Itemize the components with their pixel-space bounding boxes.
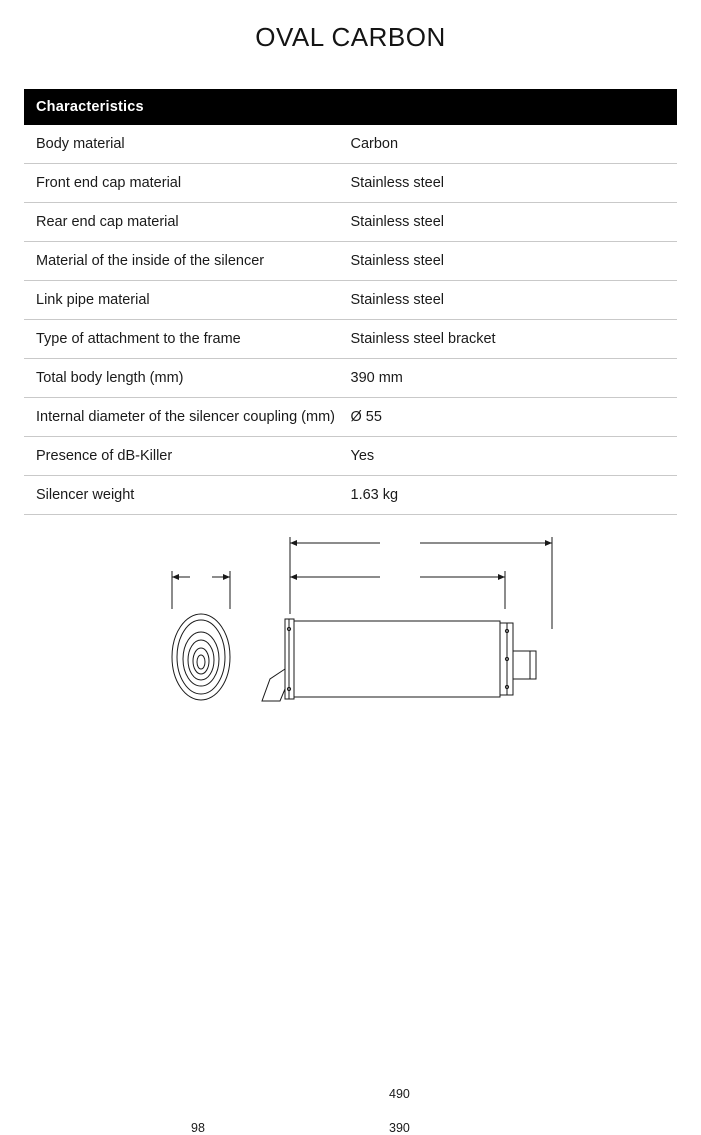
silencer-outline-svg [0,529,701,719]
row-value: 1.63 kg [351,476,678,515]
row-label: Body material [24,125,351,164]
table-row [24,398,677,437]
outlet-tube [513,651,536,679]
dimension-front-width: 98 [191,1121,205,1135]
row-label: Silencer weight [24,476,351,515]
row-label: Front end cap material [24,164,351,203]
row-value: Stainless steel [351,242,678,281]
dimension-overall-length: 490 [389,1087,410,1101]
row-label: Internal diameter of the silencer coupling (mm) [24,398,351,437]
table-header-label: Characteristics [24,89,677,125]
table-row [24,125,677,164]
dimension-body-length: 390 [389,1121,410,1135]
row-value: Ø 55 [351,398,678,437]
row-label: Type of attachment to the frame [24,320,351,359]
table-row [24,281,677,320]
row-value: Yes [351,437,678,476]
row-value: Stainless steel [351,164,678,203]
table-row [24,437,677,476]
characteristics-table [24,89,677,515]
row-label: Rear end cap material [24,203,351,242]
page-title: OVAL CARBON [255,22,446,52]
row-value: Stainless steel [351,203,678,242]
table-row [24,320,677,359]
table-header-row [24,89,677,125]
table-row [24,164,677,203]
row-value: 390 mm [351,359,678,398]
table-row [24,359,677,398]
table-row [24,203,677,242]
row-label: Total body length (mm) [24,359,351,398]
row-label: Presence of dB-Killer [24,437,351,476]
technical-drawing [0,529,701,1135]
front-view-outer [172,614,230,700]
row-value: Stainless steel bracket [351,320,678,359]
row-value: Stainless steel [351,281,678,320]
mounting-bracket [262,669,285,701]
silencer-body [294,621,500,697]
table-row [24,476,677,515]
row-label: Link pipe material [24,281,351,320]
row-label: Material of the inside of the silencer [24,242,351,281]
table-row [24,242,677,281]
table-body [24,125,677,515]
row-value: Carbon [351,125,678,164]
